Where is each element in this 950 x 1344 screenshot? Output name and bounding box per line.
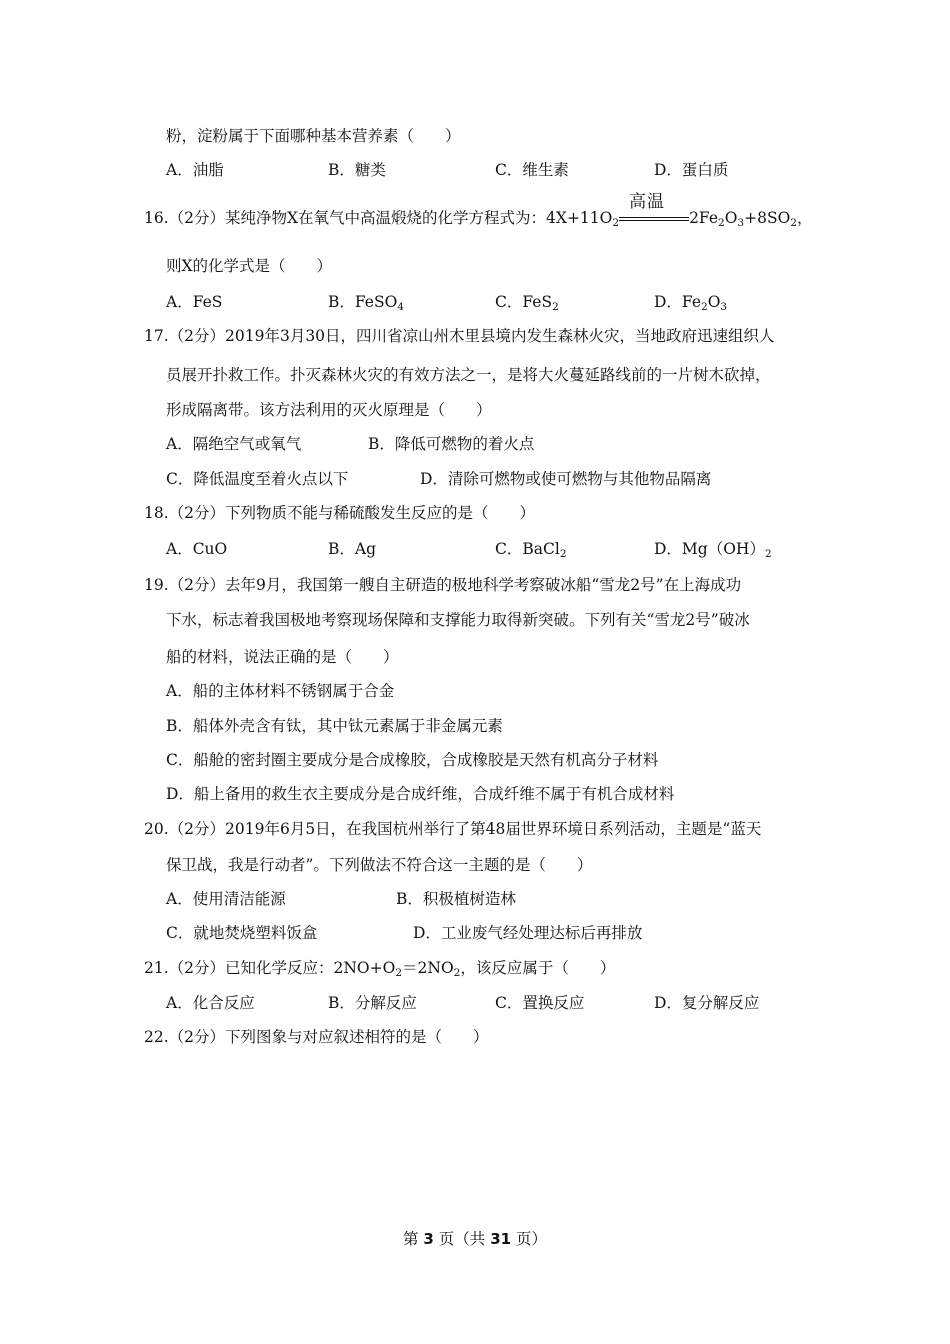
q15-option-b: B．糖类 bbox=[328, 161, 386, 179]
q19-stem-line2: 下水，标志着我国极地考察现场保障和支撑能力取得新突破。下列有关“雪龙2号”破冰 bbox=[166, 611, 750, 629]
formula-sub: 4 bbox=[397, 301, 404, 313]
formula: D．Fe bbox=[654, 293, 702, 311]
q20-option-d: D．工业废气经处理达标后再排放 bbox=[413, 924, 643, 942]
q15-option-d: D．蛋白质 bbox=[654, 161, 729, 179]
q17-option-b: B．降低可燃物的着火点 bbox=[368, 435, 535, 453]
page-footer bbox=[0, 1228, 950, 1250]
q17-stem-line2: 员展开扑救工作。扑灭森林火灾的有效方法之一，是将大火蔓延路线前的一片树木砍掉， bbox=[166, 366, 771, 384]
q20-option-c: C．就地焚烧塑料饭盒 bbox=[166, 924, 318, 942]
formula: B．FeSO bbox=[328, 293, 398, 311]
formula-sub: 2 bbox=[453, 967, 461, 979]
q18-option-d bbox=[654, 538, 772, 560]
q17-option-c: C．降低温度至着火点以下 bbox=[166, 470, 349, 488]
q16-option-d bbox=[654, 291, 727, 313]
q16-equation-line bbox=[144, 192, 813, 229]
q21-option-b: B．分解反应 bbox=[328, 994, 417, 1012]
q21-option-c: C．置换反应 bbox=[495, 994, 585, 1012]
q17-stem-line3: 形成隔离带。该方法利用的灭火原理是（ ） bbox=[166, 401, 492, 419]
q15-option-c: C．维生素 bbox=[495, 161, 569, 179]
formula-sub: 2 bbox=[764, 548, 772, 560]
q18-option-a: A．CuO bbox=[166, 540, 228, 558]
q21-stem-pre: 21.（2分）已知化学反应：2NO+O bbox=[144, 959, 396, 977]
q21-option-d: D．复分解反应 bbox=[654, 994, 760, 1012]
q20-option-b: B．积极植树造林 bbox=[396, 890, 516, 908]
q16-product: 2Fe bbox=[689, 209, 719, 227]
q16-product: +8SO bbox=[744, 209, 791, 227]
q15-option-a: A．油脂 bbox=[166, 161, 224, 179]
q18-option-b: B．Ag bbox=[328, 540, 377, 558]
formula-sub: 2 bbox=[559, 548, 567, 560]
formula: C．BaCl bbox=[495, 540, 560, 558]
formula-sub: 2 bbox=[701, 301, 708, 313]
q19-option-c: C．船舱的密封圈主要成分是合成橡胶，合成橡胶是天然有机高分子材料 bbox=[166, 751, 659, 769]
q21-stem bbox=[144, 957, 615, 979]
q16-sub: 2 bbox=[612, 217, 620, 229]
q16-sub: 2 bbox=[718, 217, 725, 229]
q16-sub: 2 bbox=[790, 217, 797, 229]
q20-stem-line1: 20.（2分）2019年6月5日，在我国杭州举行了第48届世界环境日系列活动，主题是“蓝天 bbox=[144, 820, 762, 838]
total-pages: 31 bbox=[490, 1230, 512, 1248]
q16-option-b bbox=[328, 291, 404, 313]
q16-stem-pre: 16.（2分）某纯净物X在氧气中高温煅烧的化学方程式为：4X+11O bbox=[144, 209, 613, 227]
q18-stem: 18.（2分）下列物质不能与稀硫酸发生反应的是（ ） bbox=[144, 504, 536, 522]
q18-option-c bbox=[495, 538, 567, 560]
q19-option-b: B．船体外壳含有钛，其中钛元素属于非金属元素 bbox=[166, 717, 503, 735]
q21-option-a: A．化合反应 bbox=[166, 994, 255, 1012]
q16-punct: ， bbox=[796, 209, 813, 227]
footer-pre: 第 bbox=[402, 1230, 419, 1248]
q16-product: O bbox=[724, 209, 738, 227]
q19-option-a: A．船的主体材料不锈钢属于合金 bbox=[166, 682, 395, 700]
q16-sub: 3 bbox=[737, 217, 745, 229]
formula-sub: 2 bbox=[395, 967, 403, 979]
q17-option-d: D．清除可燃物或使可燃物与其他物品隔离 bbox=[420, 470, 712, 488]
q16-option-a: A．FeS bbox=[166, 293, 223, 311]
footer-post: 页） bbox=[516, 1230, 548, 1248]
reaction-condition-arrow bbox=[619, 192, 689, 229]
q15-text: 粉，淀粉属于下面哪种基本营养素（ ） bbox=[166, 127, 461, 145]
formula: D．Mg（OH） bbox=[654, 540, 765, 558]
q22-stem: 22.（2分）下列图象与对应叙述相符的是（ ） bbox=[144, 1028, 489, 1046]
formula-sub: 3 bbox=[720, 301, 728, 313]
q17-stem-line1: 17.（2分）2019年3月30日，四川省凉山州木里县境内发生森林火灾，当地政府迅速组织人 bbox=[144, 327, 775, 345]
q16-question: 则X的化学式是（ ） bbox=[166, 257, 333, 275]
reaction-condition-text: 高温 bbox=[629, 192, 666, 212]
formula: C．FeS bbox=[495, 293, 553, 311]
formula: O bbox=[707, 293, 721, 311]
q16-option-c bbox=[495, 291, 559, 313]
q20-stem-line2: 保卫战，我是行动者”。下列做法不符合这一主题的是（ ） bbox=[166, 856, 593, 874]
q21-stem-mid: ＝2NO bbox=[402, 959, 454, 977]
q19-stem-line3: 船的材料，说法正确的是（ ） bbox=[166, 648, 399, 666]
q17-option-a: A．隔绝空气或氧气 bbox=[166, 435, 302, 453]
q19-stem-line1: 19.（2分）去年9月，我国第一艘自主研造的极地科学考察破冰船“雪龙2号”在上海成功 bbox=[144, 576, 742, 594]
page-number: 3 bbox=[423, 1230, 434, 1248]
q20-option-a: A．使用清洁能源 bbox=[166, 890, 286, 908]
q19-option-d: D．船上备用的救生衣主要成分是合成纤维，合成纤维不属于有机合成材料 bbox=[166, 785, 675, 803]
q21-stem-post: ，该反应属于（ ） bbox=[460, 959, 616, 977]
formula-sub: 2 bbox=[552, 301, 559, 313]
footer-mid: 页（共 bbox=[438, 1230, 486, 1248]
